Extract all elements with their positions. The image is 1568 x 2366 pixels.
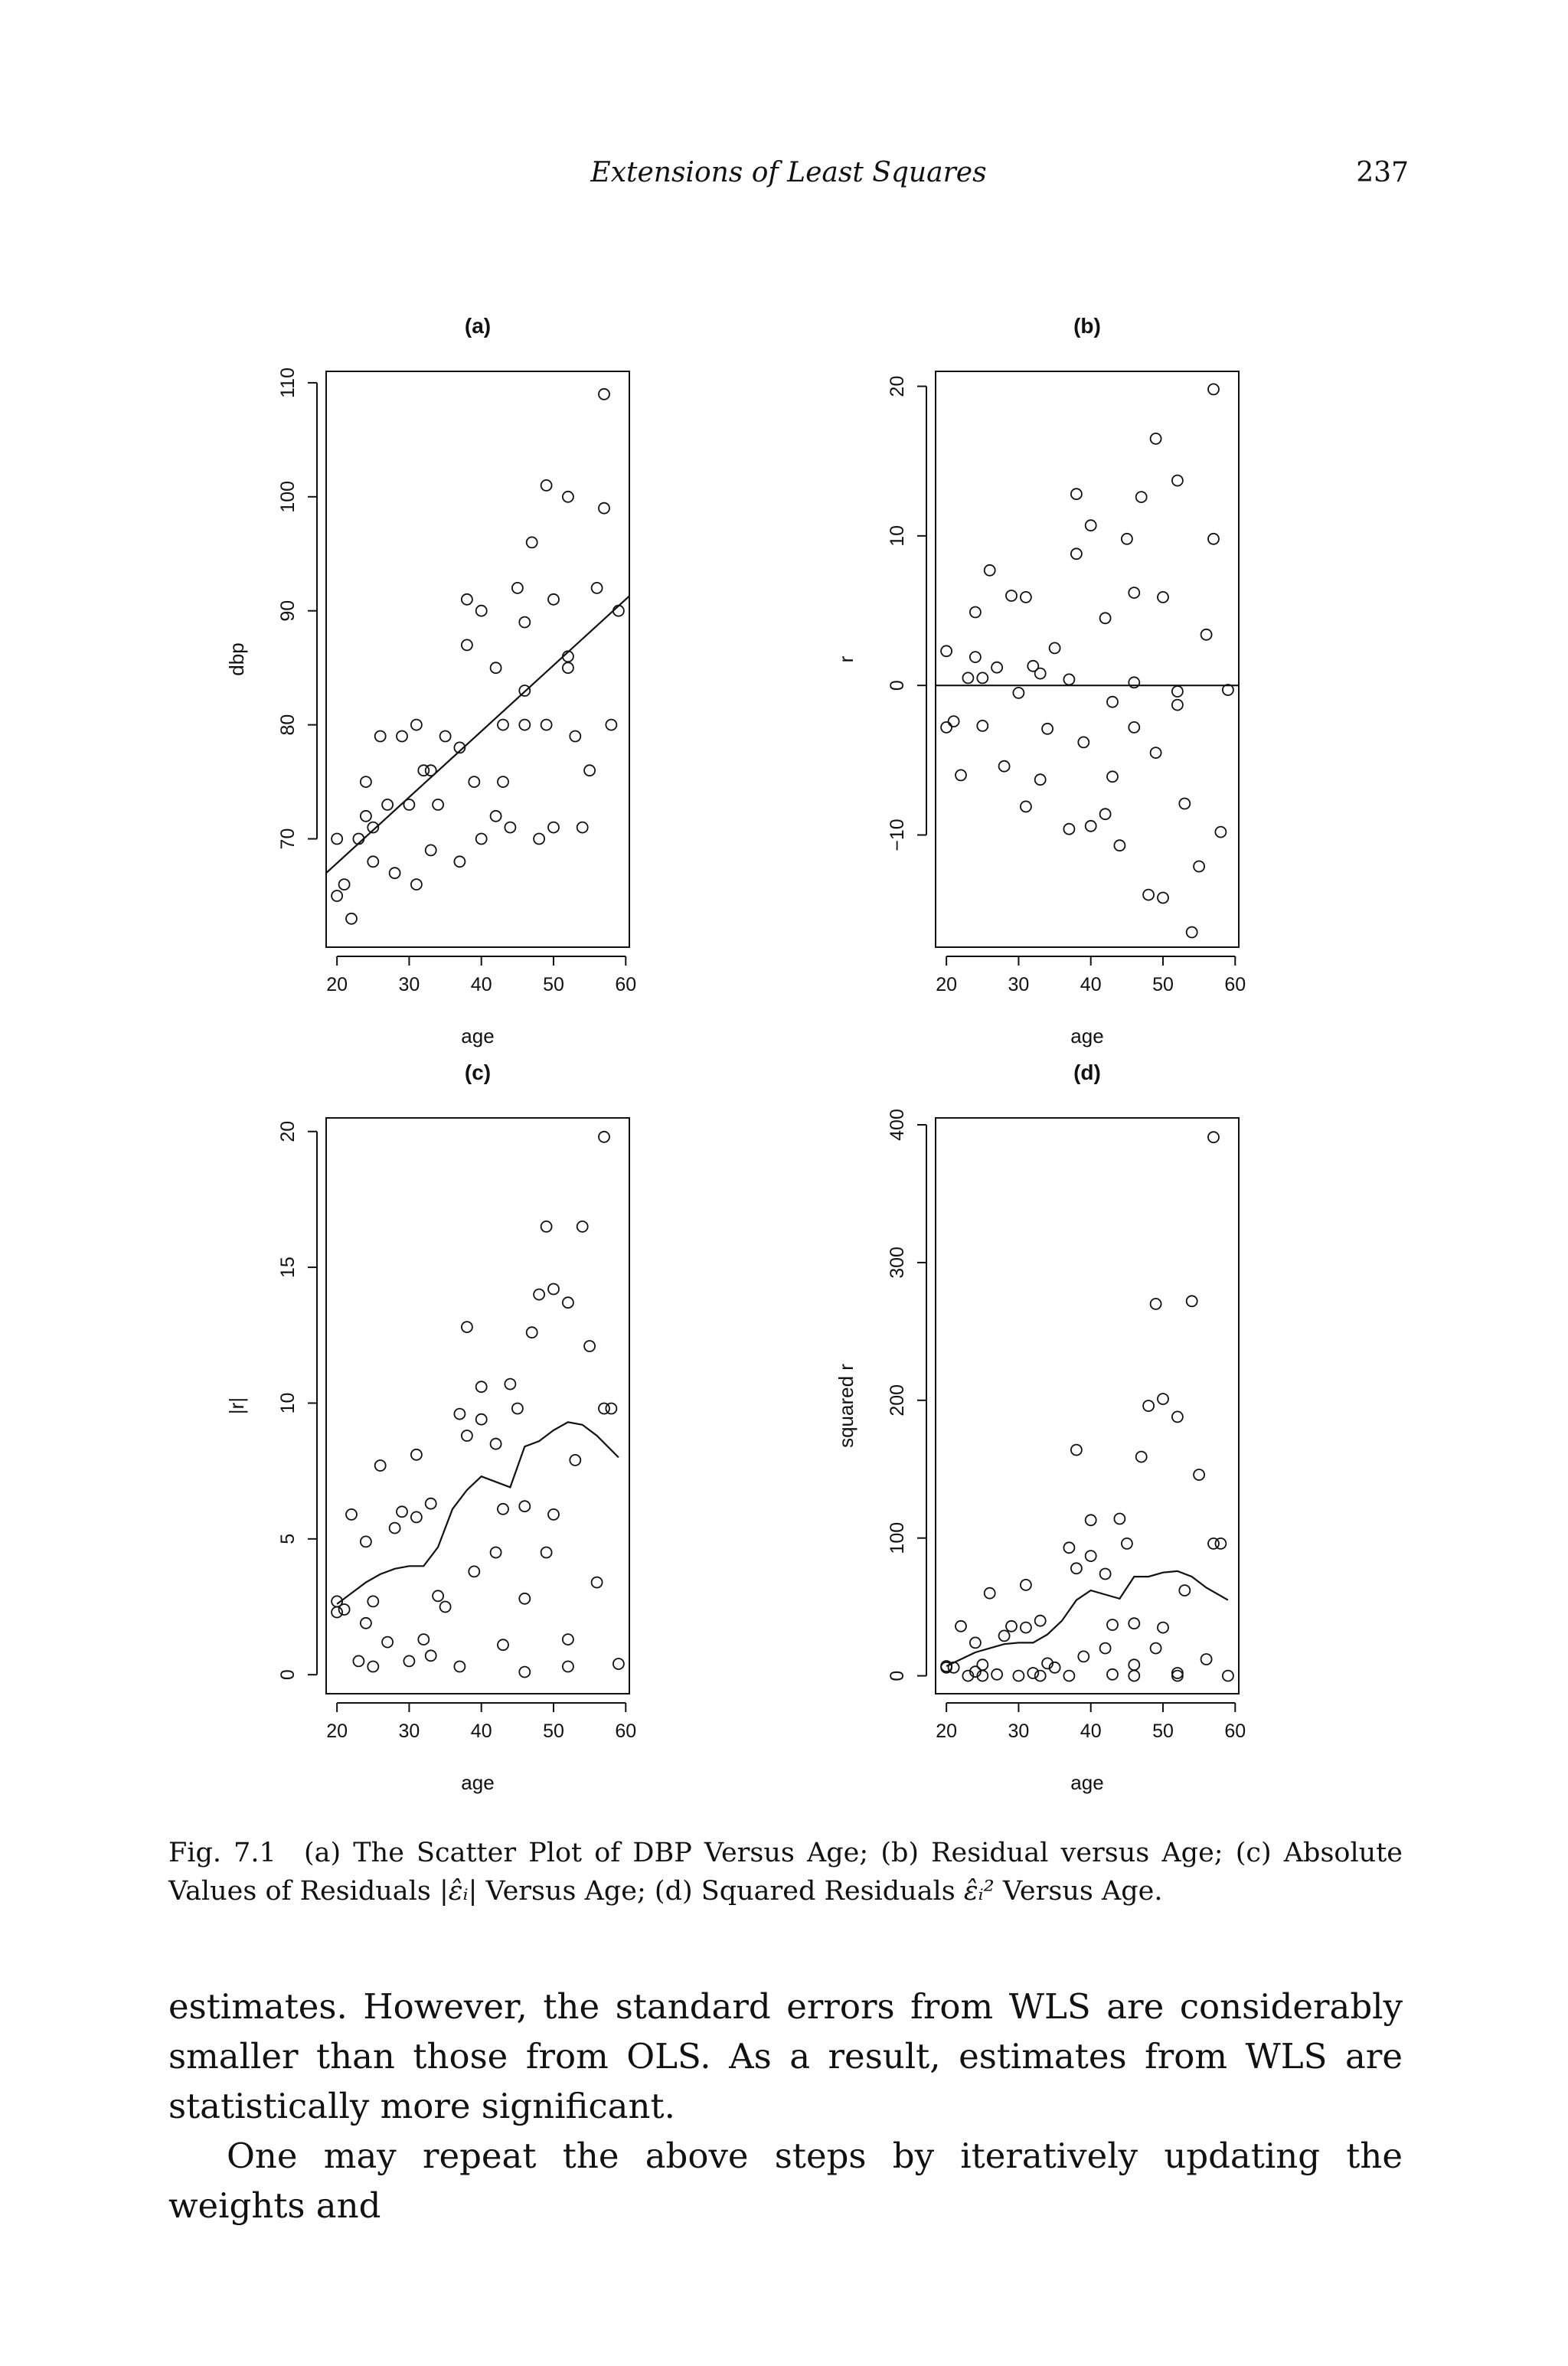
data-point [469,776,479,787]
data-point [476,834,487,845]
y-tick-label: 100 [887,1521,908,1554]
data-point [563,662,573,673]
data-point [491,1547,501,1558]
data-point [1035,668,1046,679]
data-point [563,1634,573,1645]
data-point [1172,1668,1183,1678]
data-point [332,834,342,845]
data-point [599,503,609,514]
data-point [527,1327,537,1338]
data-point [1100,809,1111,819]
y-tick-label: 300 [887,1247,908,1279]
y-tick-label: 20 [277,1120,299,1142]
data-point [332,891,342,901]
x-tick-label: 40 [1080,974,1102,995]
y-tick-label: 90 [277,600,299,622]
data-point [1086,520,1096,531]
data-point [1158,592,1168,603]
data-point [498,1504,508,1515]
data-point [361,776,371,787]
data-point [956,1621,966,1632]
panel-c [225,1060,636,1794]
data-point [491,662,501,673]
data-point [346,913,357,924]
data-point [1172,475,1183,486]
data-point [1071,1445,1082,1456]
data-point [454,1409,465,1420]
data-point [941,722,952,733]
data-point [1143,890,1154,900]
data-point [1136,1452,1147,1462]
data-point [426,765,436,776]
x-tick-label: 30 [398,1721,420,1742]
data-point [1215,1538,1226,1549]
y-tick-label: 110 [277,367,299,398]
data-point [469,1566,479,1577]
data-point [382,1637,393,1648]
panel-title: (b) [1073,314,1101,338]
data-point [941,645,952,656]
caption-line2-b: Versus Age; (d) Squared Residuals [485,1876,956,1907]
caption-line1: (a) The Scatter Plot of DBP Versus Age; (b) Residual versus Age; (c) Absolute [303,1838,1403,1868]
data-point [361,811,371,822]
panel-b [835,314,1246,1047]
data-point [1035,1616,1046,1626]
data-point [1078,737,1089,747]
data-point [397,731,407,742]
plot-frame [326,1118,629,1694]
data-point [1107,1619,1118,1630]
data-point [949,1662,959,1673]
data-point [1151,747,1161,758]
data-point [1187,927,1197,938]
data-point [498,720,508,730]
x-tick-label: 20 [326,974,348,995]
plot-frame [936,371,1239,947]
data-point [548,822,559,833]
data-point [403,1655,414,1666]
data-point [613,1658,624,1669]
data-point [332,1607,342,1618]
y-tick-label: 0 [887,680,908,691]
y-axis-label: |r| [225,1397,248,1415]
data-point [985,565,995,576]
data-point [527,537,537,547]
data-point [1172,700,1183,711]
x-tick-label: 40 [470,1721,492,1742]
data-point [977,1659,988,1670]
x-tick-label: 30 [1008,1721,1030,1742]
panel-title: (d) [1073,1060,1101,1084]
data-point [462,1430,472,1441]
data-point [346,1509,357,1520]
caption-line2-a: Values of Residuals [168,1876,431,1907]
data-point [970,1637,981,1648]
data-point [1215,827,1226,838]
data-point [1021,1580,1031,1590]
data-point [956,770,966,780]
data-point [962,672,973,683]
data-point [382,799,393,810]
data-point [1208,384,1219,394]
data-point [476,606,487,616]
data-point [606,1404,616,1414]
data-point [563,1662,573,1672]
data-point [454,1662,465,1672]
data-point [1063,674,1074,685]
data-point [541,1221,552,1232]
fit-line [326,596,629,873]
data-point [426,845,436,855]
data-point [1129,1618,1139,1629]
data-point [1027,1668,1038,1678]
data-point [1107,1669,1118,1680]
data-point [361,1536,371,1547]
data-point [584,1341,595,1351]
paragraph: One may repeat the above steps by iteratively updating the weights and [168,2136,1403,2226]
data-point [353,1655,364,1666]
y-axis-label: dbp [225,642,248,676]
data-point [1035,774,1046,785]
figure-caption [168,1834,1403,1910]
caption-line2-c: Versus Age. [1002,1876,1163,1907]
data-point [1129,587,1139,598]
x-axis-label: age [1070,1025,1104,1047]
data-point [1063,824,1074,835]
data-point [541,480,552,491]
data-point [970,607,981,618]
data-point [462,639,472,650]
data-point [1006,1621,1017,1632]
data-point [1129,1671,1139,1681]
data-point [368,1596,378,1606]
data-point [390,1523,400,1534]
x-axis-label: age [461,1771,495,1794]
y-tick-label: 10 [887,525,908,547]
data-point [548,1284,559,1295]
data-point [1129,722,1139,733]
x-tick-label: 40 [1080,1721,1102,1742]
y-tick-label: 20 [887,375,908,397]
data-point [1158,1623,1168,1633]
data-point [1194,1469,1204,1480]
data-point [534,1289,544,1300]
data-point [1107,771,1118,782]
data-point [403,799,414,810]
data-point [411,879,422,890]
data-point [433,1590,443,1601]
y-tick-label: 200 [887,1384,908,1417]
data-point [519,1593,530,1604]
x-tick-label: 50 [543,974,564,995]
data-point [519,1667,530,1678]
data-point [577,822,588,833]
data-point [599,389,609,400]
data-point [498,776,508,787]
data-point [462,1322,472,1332]
panel-title: (a) [464,314,492,338]
data-point [433,799,443,810]
data-point [454,856,465,867]
x-tick-label: 50 [1152,1721,1174,1742]
y-tick-label: 80 [277,714,299,736]
data-point [390,868,400,878]
data-point [512,1404,523,1414]
data-point [368,856,378,867]
data-point [1158,1394,1168,1404]
panel-d [835,1060,1246,1794]
data-point [339,1604,350,1615]
data-point [1071,548,1082,559]
data-point [426,1650,436,1661]
data-point [1086,1515,1096,1525]
panel-a [225,314,636,1047]
y-tick-label: 0 [887,1670,908,1681]
data-point [1078,1651,1089,1662]
data-point [991,1669,1002,1680]
data-point [1100,613,1111,623]
x-tick-label: 60 [1224,974,1246,995]
y-tick-label: −10 [887,819,908,851]
data-point [1208,534,1219,544]
data-point [1201,1654,1212,1665]
data-point [541,720,552,730]
data-point [1013,688,1024,698]
running-head [168,157,1409,195]
y-tick-label: 0 [277,1669,299,1681]
x-tick-label: 50 [543,1721,564,1742]
data-point [1179,1585,1190,1596]
data-point [1006,590,1017,601]
data-point [411,720,422,730]
data-point [1021,1623,1031,1633]
data-point [505,1379,515,1390]
data-point [1086,821,1096,832]
data-point [592,583,603,593]
x-tick-label: 50 [1152,974,1174,995]
y-tick-label: 400 [887,1109,908,1141]
data-point [491,1439,501,1449]
data-point [1100,1643,1111,1654]
plot-frame [326,371,629,947]
data-point [375,1460,386,1471]
data-point [949,716,959,727]
data-point [1194,861,1204,872]
data-point [613,606,624,616]
y-tick-label: 5 [277,1533,299,1544]
data-point [577,1221,588,1232]
data-point [1136,492,1147,502]
data-point [418,1634,429,1645]
x-tick-label: 30 [398,974,420,995]
data-point [1114,840,1125,851]
data-point [426,1498,436,1509]
y-tick-label: 15 [277,1257,299,1279]
data-point [1187,1296,1197,1306]
data-point [592,1577,603,1588]
y-tick-label: 70 [277,828,299,850]
data-point [519,720,530,730]
x-tick-label: 20 [326,1721,348,1742]
data-point [1100,1569,1111,1580]
x-tick-label: 40 [470,974,492,995]
data-point [375,731,386,742]
data-point [476,1414,487,1425]
data-point [1172,1411,1183,1422]
data-point [1042,724,1053,734]
data-point [1063,1542,1074,1553]
data-point [498,1639,508,1650]
data-point [1063,1671,1074,1681]
x-tick-label: 20 [936,1721,958,1742]
x-tick-label: 20 [936,974,958,995]
data-point [368,1662,378,1672]
y-tick-label: 100 [277,480,299,513]
caption-math-squared-residual: ε̂ᵢ² [963,1876,995,1907]
data-point [1208,1132,1219,1142]
y-tick-label: 10 [277,1392,299,1414]
data-point [1151,433,1161,444]
data-point [1201,629,1212,640]
data-point [505,822,515,833]
data-point [1071,1563,1082,1574]
figure-7-1 [0,291,1568,1815]
data-point [1158,893,1168,904]
data-point [1107,697,1118,708]
data-point [1035,1671,1046,1681]
data-point [519,617,530,628]
data-point [491,811,501,822]
data-point [563,492,573,502]
x-axis-label: age [461,1025,495,1047]
data-point [991,662,1002,673]
data-point [1114,1514,1125,1525]
x-tick-label: 60 [615,1721,637,1742]
data-point [548,594,559,605]
data-point [411,1511,422,1522]
data-point [1122,1538,1132,1549]
caption-math-abs-residual: |ε̂ᵢ| [439,1876,478,1907]
body-text [168,1982,1403,2230]
data-point [462,594,472,605]
paragraph: estimates. However, the standard errors from WLS are considerably smaller than those from OLS. As a result, estimates from WLS are statistically more significant. [168,1986,1403,2126]
x-tick-label: 60 [615,974,637,995]
plot-frame [936,1118,1239,1694]
x-tick-label: 60 [1224,1721,1246,1742]
data-point [1172,1671,1183,1681]
data-point [970,652,981,662]
data-point [1129,1659,1139,1670]
data-point [985,1588,995,1599]
data-point [606,720,616,730]
data-point [411,1449,422,1460]
y-axis-label: r [835,655,858,663]
data-point [339,879,350,890]
data-point [1021,801,1031,812]
data-point [1013,1671,1024,1681]
x-tick-label: 30 [1008,974,1030,995]
data-point [1223,1671,1233,1681]
data-point [1151,1643,1161,1654]
running-title: Extensions of Least Squares [590,157,987,188]
data-point [397,1506,407,1517]
panel-title: (c) [464,1060,492,1084]
data-point [519,1501,530,1511]
caption-number: Fig. 7.1 [168,1838,276,1868]
data-point [999,1630,1010,1641]
data-point [1086,1551,1096,1561]
data-point [570,731,580,742]
data-point [548,1509,559,1520]
data-point [1179,799,1190,809]
data-point [1143,1400,1154,1411]
data-point [977,672,988,683]
data-point [584,765,595,776]
data-point [440,1602,451,1613]
data-point [361,1618,371,1629]
data-point [512,583,523,593]
y-axis-label: squared r [835,1364,858,1448]
data-point [1151,1299,1161,1309]
data-point [541,1547,552,1558]
data-point [599,1132,609,1142]
x-axis-label: age [1070,1771,1104,1794]
smooth-line [337,1422,619,1604]
data-point [563,1297,573,1308]
data-point [1071,489,1082,499]
data-point [1172,686,1183,697]
data-point [476,1381,487,1392]
data-point [1122,534,1132,544]
data-point [1050,642,1060,653]
page-number: 237 [1356,157,1409,188]
data-point [570,1455,580,1466]
data-point [977,721,988,731]
data-point [1021,592,1031,603]
data-point [999,761,1010,772]
data-point [440,731,451,742]
data-point [534,834,544,845]
